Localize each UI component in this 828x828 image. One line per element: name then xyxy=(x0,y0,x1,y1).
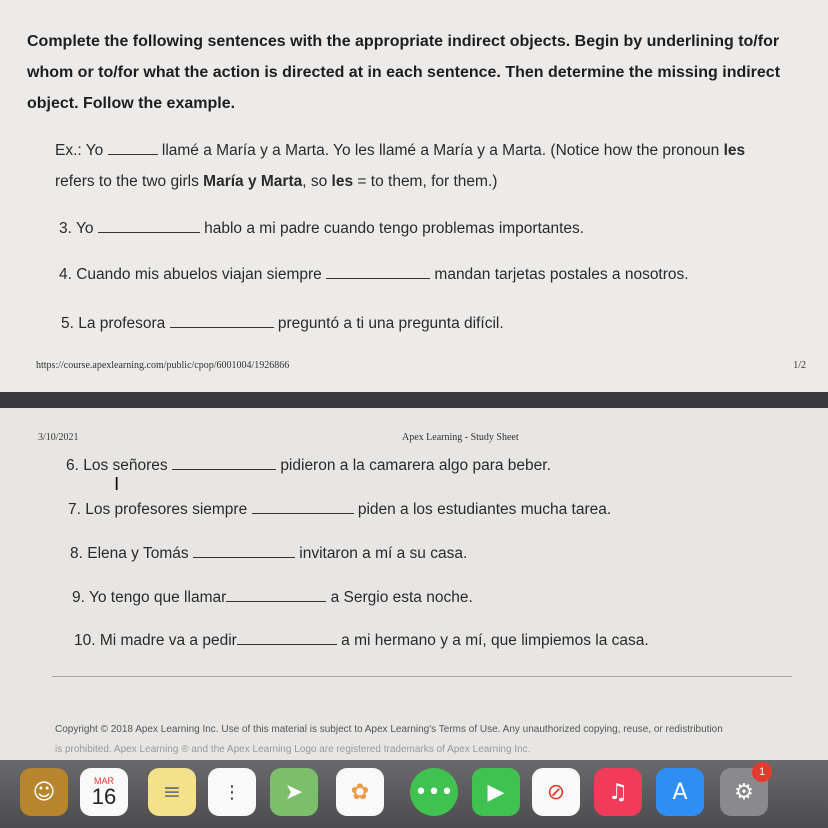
sentence-4 xyxy=(59,264,689,284)
sentence-4-end: mandan tarjetas postales a nosotros. xyxy=(434,266,689,283)
sentence-9-start: 9. Yo tengo que llamar xyxy=(72,589,227,606)
sentence-10-start: 10. Mi madre va a pedir xyxy=(74,632,237,649)
sentence-7 xyxy=(68,499,611,519)
contacts-icon[interactable]: ☺ xyxy=(20,768,68,816)
sentence-10 xyxy=(74,630,649,650)
notes-icon[interactable]: ≡ xyxy=(148,768,196,816)
sentence-3-end: hablo a mi padre cuando tengo problemas importantes. xyxy=(204,220,585,237)
sentence-8 xyxy=(70,543,467,563)
page-number: 1/2 xyxy=(793,360,806,371)
sentence-5 xyxy=(61,313,504,333)
instructions: Complete the following sentences with the appropriate indirect objects. Begin by underlining to/for whom or to/for what the action is directed at in each sentence. Then determine the missing indirect object. Follow the example. xyxy=(27,33,781,112)
messages-icon[interactable]: ••• xyxy=(410,768,458,816)
sentence-6-start: 6. Los señores xyxy=(66,457,168,474)
news-icon[interactable]: ⊘ xyxy=(532,768,580,816)
example-bold-names: María y Marta xyxy=(203,173,303,190)
answer-blank-5[interactable] xyxy=(170,313,274,328)
reminders-icon[interactable]: ⋮ xyxy=(208,768,256,816)
text-cursor-icon: I xyxy=(114,474,120,495)
answer-blank-7[interactable] xyxy=(252,499,354,514)
document-page-1 xyxy=(0,0,828,392)
sentence-4-start: 4. Cuando mis abuelos viajan siempre xyxy=(59,266,322,283)
answer-blank-3[interactable] xyxy=(98,218,200,233)
calendar-day: 16 xyxy=(91,784,117,809)
system-preferences-icon[interactable]: ⚙ xyxy=(720,768,768,816)
sentence-6 xyxy=(66,455,551,475)
page-separator xyxy=(0,392,828,408)
example-bold-les-2: les xyxy=(331,173,354,190)
sentence-9-end: a Sergio esta noche. xyxy=(330,589,473,606)
sentence-7-start: 7. Los profesores siempre xyxy=(68,501,248,518)
facetime-icon[interactable]: ▶ xyxy=(472,768,520,816)
sentence-7-end: piden a los estudiantes mucha tarea. xyxy=(357,501,612,518)
dock xyxy=(0,760,828,828)
page-url: https://course.apexlearning.com/public/cpop/6001004/1926866 xyxy=(36,360,290,371)
example-mid: llamé a María y a Marta. Yo les llamé a María y a Marta. (Notice how the pronoun xyxy=(161,142,720,159)
example-blank[interactable] xyxy=(108,140,158,155)
sentence-10-end: a mi hermano y a mí, que limpiemos la casa. xyxy=(341,632,649,649)
notification-badge: 1 xyxy=(752,762,772,782)
example-line2c: = to them, for them.) xyxy=(357,173,498,190)
example-line2b: , so xyxy=(302,173,328,190)
print-date: 3/10/2021 xyxy=(38,432,79,443)
photos-icon[interactable]: ✿ xyxy=(336,768,384,816)
answer-blank-4[interactable] xyxy=(326,264,430,279)
sentence-6-end: pidieron a la camarera algo para beber. xyxy=(280,457,551,474)
sentence-5-start: 5. La profesora xyxy=(61,315,166,332)
sentence-5-end: preguntó a ti una pregunta difícil. xyxy=(277,315,504,332)
document-page-2 xyxy=(0,408,828,760)
maps-icon[interactable]: ➤ xyxy=(270,768,318,816)
sentence-8-start: 8. Elena y Tomás xyxy=(70,545,189,562)
sentence-9 xyxy=(72,587,473,607)
example-start: Ex.: Yo xyxy=(55,142,104,159)
copyright-notice-2: is prohibited. Apex Learning ® and the Apex Learning Logo are registered trademarks of Apex Learning Inc. xyxy=(55,744,531,755)
divider xyxy=(52,676,792,677)
example-bold-les: les xyxy=(723,142,746,159)
calendar-icon[interactable] xyxy=(80,768,128,816)
sentence-3 xyxy=(59,218,584,238)
sentence-3-start: 3. Yo xyxy=(59,220,94,237)
sentence-8-end: invitaron a mí a su casa. xyxy=(299,545,468,562)
example-line2a: refers to the two girls xyxy=(55,173,199,190)
answer-blank-6[interactable] xyxy=(172,455,276,470)
example-sentence xyxy=(55,135,813,197)
calendar-month: MAR xyxy=(94,776,114,786)
answer-blank-9[interactable] xyxy=(226,587,326,602)
print-title: Apex Learning - Study Sheet xyxy=(402,432,519,443)
music-icon[interactable]: ♫ xyxy=(594,768,642,816)
copyright-notice: Copyright © 2018 Apex Learning Inc. Use of this material is subject to Apex Learning's Terms of Use. Any unauthorized copying, reuse, or redistribution xyxy=(55,724,723,735)
answer-blank-10[interactable] xyxy=(237,630,337,645)
answer-blank-8[interactable] xyxy=(193,543,295,558)
app-store-icon[interactable]: A xyxy=(656,768,704,816)
